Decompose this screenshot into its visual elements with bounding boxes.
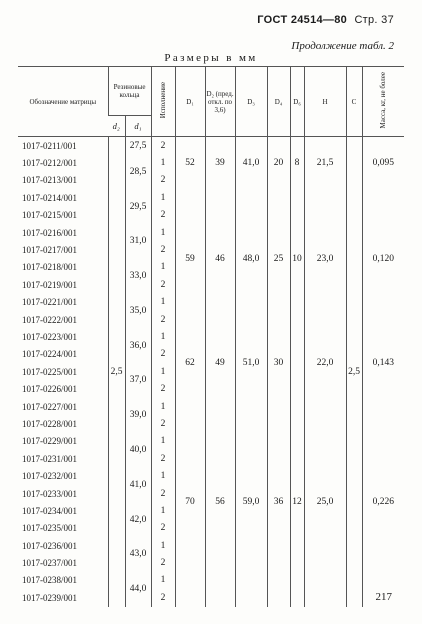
execution-cell: 2 (151, 589, 175, 606)
designation-cell: 1017-0235/001 (22, 523, 77, 534)
D4-cell: 30 (267, 328, 290, 398)
mass-cell: 0,226 (362, 398, 404, 607)
execution-cell: 1 (151, 467, 175, 484)
D1-cell: 70 (175, 398, 205, 607)
execution-cell: 2 (151, 346, 175, 363)
D4-cell: 20 (267, 137, 290, 190)
mass-cell: 0,095 (362, 137, 404, 190)
d1-cell: 37,0 (125, 363, 151, 398)
execution-cell: 1 (151, 328, 175, 345)
designation-cell: 1017-0217/001 (22, 245, 77, 256)
designation-cell: 1017-0228/001 (22, 418, 77, 429)
dimensions-table (18, 66, 404, 607)
d1-cell: 29,5 (125, 189, 151, 224)
designation-cell: 1017-0237/001 (22, 558, 77, 569)
d2-cell: 2,5 (108, 137, 125, 607)
d1-cell: 39,0 (125, 398, 151, 433)
execution-cell: 2 (151, 485, 175, 502)
D4-cell: 36 (267, 398, 290, 607)
header-D4: D₄ (267, 67, 290, 137)
designation-cell: 1017-0236/001 (22, 540, 77, 551)
execution-cell: 1 (151, 398, 175, 415)
table-continuation-note: Продолжение табл. 2 (291, 40, 394, 52)
header-mass: Масса, кг, не более (362, 67, 404, 137)
designation-cell: 1017-0213/001 (22, 175, 77, 186)
header-H: H (304, 67, 346, 137)
designation-cell: 1017-0223/001 (22, 331, 77, 342)
execution-cell: 1 (151, 433, 175, 450)
D4-cell: 25 (267, 189, 290, 328)
page-label: Стр. 37 (354, 14, 394, 26)
D2-cell: 49 (205, 328, 235, 398)
header-rubber-rings: Резиновые кольца (108, 67, 151, 116)
page-number: 217 (375, 591, 392, 603)
d1-cell: 27,5 (125, 137, 151, 155)
d1-cell: 35,0 (125, 294, 151, 329)
execution-cell: 1 (151, 572, 175, 589)
header-D1: D₁ (175, 67, 205, 137)
execution-cell: 1 (151, 154, 175, 171)
designation-cell: 1017-0224/001 (22, 349, 77, 360)
execution-cell: 1 (151, 537, 175, 554)
execution-cell: 1 (151, 502, 175, 519)
designation-cell: 1017-0219/001 (22, 279, 77, 290)
designation-cell: 1017-0231/001 (22, 453, 77, 464)
d1-cell: 36,0 (125, 328, 151, 363)
execution-cell: 1 (151, 224, 175, 241)
designation-cell: 1017-0233/001 (22, 488, 77, 499)
D3-cell: 59,0 (235, 398, 267, 607)
header-d2: d₂ (108, 116, 125, 137)
D3-cell: 41,0 (235, 137, 267, 190)
H-cell: 22,0 (304, 328, 346, 398)
D6-cell: 10 (290, 189, 304, 328)
designation-cell: 1017-0215/001 (22, 210, 77, 221)
header-designation: Обозначение матрицы (18, 67, 108, 137)
execution-cell: 2 (151, 241, 175, 258)
designation-cell: 1017-0221/001 (22, 297, 77, 308)
execution-cell: 1 (151, 363, 175, 380)
d1-cell: 42,0 (125, 502, 151, 537)
designation-cell: 1017-0211/001 (22, 140, 77, 151)
execution-cell: 2 (151, 450, 175, 467)
designation-cell: 1017-0216/001 (22, 227, 77, 238)
designation-cell: 1017-0229/001 (22, 436, 77, 447)
designation-cell: 1017-0222/001 (22, 314, 77, 325)
execution-cell: 1 (151, 259, 175, 276)
D1-cell: 59 (175, 189, 205, 328)
execution-cell: 1 (151, 294, 175, 311)
header-D3: D₃ (235, 67, 267, 137)
header-C: C (346, 67, 362, 137)
D2-cell: 46 (205, 189, 235, 328)
d1-cell: 33,0 (125, 259, 151, 294)
D6-cell (290, 328, 304, 398)
d1-cell: 31,0 (125, 224, 151, 259)
D3-cell: 48,0 (235, 189, 267, 328)
mass-cell: 0,120 (362, 189, 404, 328)
designation-cell: 1017-0238/001 (22, 575, 77, 586)
execution-cell: 2 (151, 415, 175, 432)
designation-cell: 1017-0234/001 (22, 505, 77, 516)
designation-cell: 1017-0232/001 (22, 471, 77, 482)
d1-cell: 40,0 (125, 433, 151, 468)
execution-cell: 2 (151, 380, 175, 397)
execution-cell: 2 (151, 554, 175, 571)
execution-cell: 1 (151, 189, 175, 206)
designation-cell: 1017-0227/001 (22, 401, 77, 412)
execution-cell: 2 (151, 207, 175, 224)
designation-cell: 1017-0218/001 (22, 262, 77, 273)
D2-cell: 39 (205, 137, 235, 190)
execution-cell: 2 (151, 311, 175, 328)
C-cell: 2,5 (346, 137, 362, 607)
units-caption: Размеры в мм (164, 52, 258, 64)
mass-cell: 0,143 (362, 328, 404, 398)
d1-cell: 41,0 (125, 467, 151, 502)
designation-cell: 1017-0212/001 (22, 158, 77, 169)
D2-cell: 56 (205, 398, 235, 607)
d1-cell: 43,0 (125, 537, 151, 572)
H-cell: 21,5 (304, 137, 346, 190)
execution-cell: 2 (151, 137, 175, 155)
designation-cell: 1017-0214/001 (22, 192, 77, 203)
D1-cell: 62 (175, 328, 205, 398)
standard-number: ГОСТ 24514—80 (257, 14, 348, 26)
execution-cell: 2 (151, 276, 175, 293)
execution-cell: 2 (151, 172, 175, 189)
header-D6: D₆ (290, 67, 304, 137)
H-cell: 23,0 (304, 189, 346, 328)
page-header (257, 14, 394, 26)
d1-cell: 28,5 (125, 154, 151, 189)
D6-cell: 8 (290, 137, 304, 190)
H-cell: 25,0 (304, 398, 346, 607)
designation-cell: 1017-0226/001 (22, 384, 77, 395)
D3-cell: 51,0 (235, 328, 267, 398)
d1-cell: 44,0 (125, 572, 151, 607)
D1-cell: 52 (175, 137, 205, 190)
designation-cell: 1017-0239/001 (22, 592, 77, 603)
execution-cell: 2 (151, 520, 175, 537)
header-d1: d₁ (125, 116, 151, 137)
designation-cell: 1017-0225/001 (22, 366, 77, 377)
D6-cell: 12 (290, 398, 304, 607)
header-D2: D₂ (пред. откл. по 3,6) (205, 67, 235, 137)
header-execution: Исполнение (151, 67, 175, 137)
